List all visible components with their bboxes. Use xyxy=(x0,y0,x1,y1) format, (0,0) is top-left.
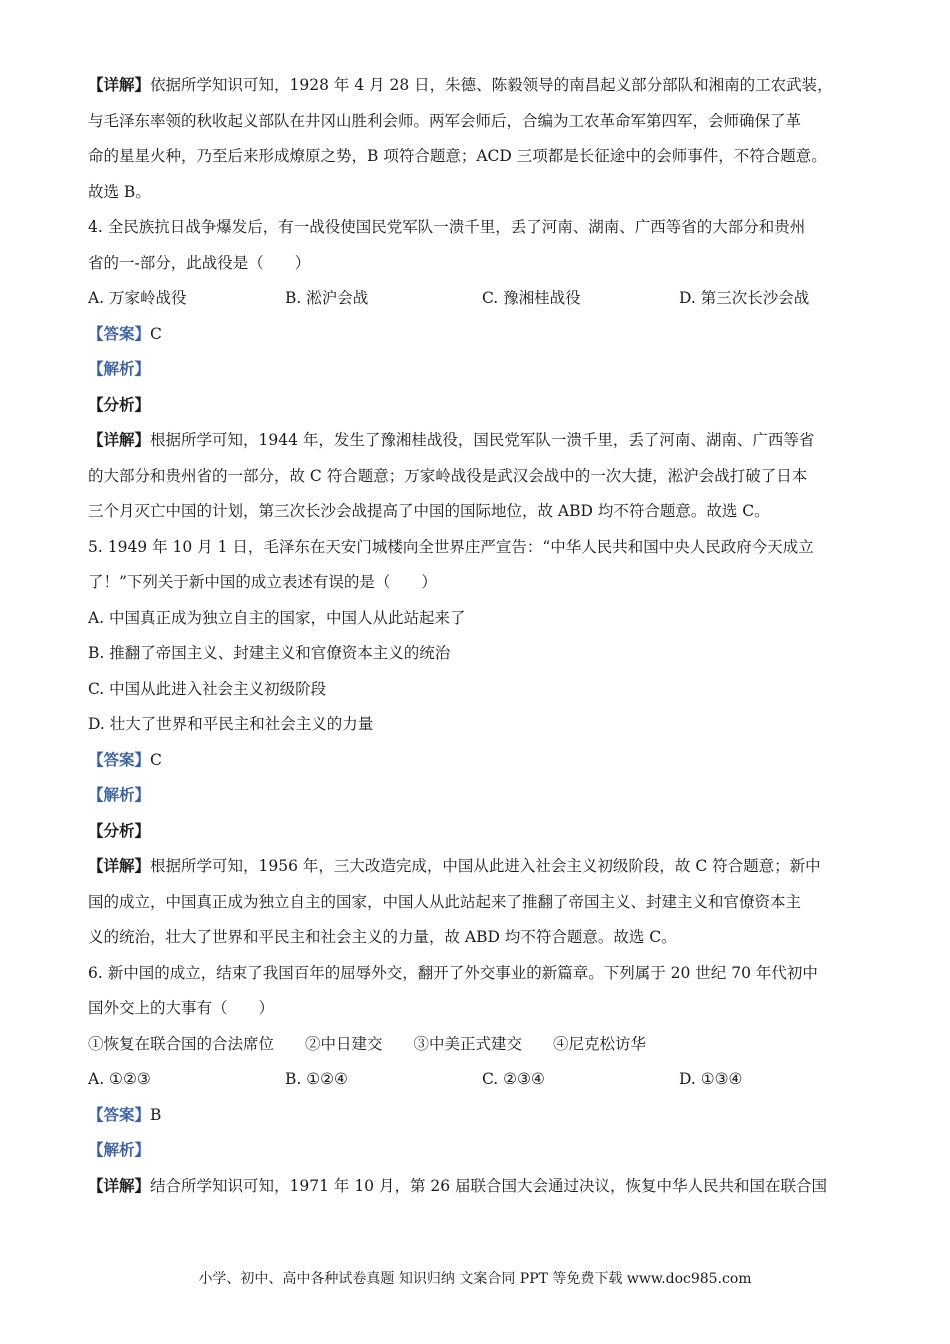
line-text: 根据所学可知，1956 年，三大改造完成，中国从此进入社会主义初级阶段，故 C 符合题意；新中 xyxy=(150,857,821,875)
answer-tag: 【答案】 xyxy=(88,1104,151,1124)
line-text: 国外交上的大事有（ ） xyxy=(88,999,275,1017)
line-text: 依据所学知识可知，1928 年 4 月 28 日，朱德、陈毅领导的南昌起义部分部队和湘南的工农武装， xyxy=(150,76,833,94)
text-line xyxy=(88,1139,878,1161)
line-text: 的大部分和贵州省的一部分，故 C 符合题意；万家岭战役是武汉会战中的一次大捷，淞沪会战打破了日本 xyxy=(88,466,808,485)
line-text: 6. 新中国的成立，结束了我国百年的屈辱外交，翻开了外交事业的新篇章。下列属于 20 世纪 70 年代初中 xyxy=(88,963,818,982)
line-text: 与毛泽东率领的秋收起义部队在井冈山胜利会师。两军会师后，合编为工农革命军第四军，会师确保了革 xyxy=(88,111,802,130)
line-text: 义的统治，壮大了世界和平民主和社会主义的力量，故 ABD 均不符合题意。故选 C。 xyxy=(88,928,677,946)
text-line xyxy=(88,1033,878,1055)
line-text: 三个月灭亡中国的计划，第三次长沙会战提高了中国的国际地位，故 ABD 均不符合题意。故选 C。 xyxy=(88,502,770,520)
text-line xyxy=(88,997,878,1019)
section-tag: 【详解】 xyxy=(88,75,151,94)
text-line xyxy=(88,1175,878,1197)
text-line xyxy=(88,429,878,451)
option-item: D. 第三次长沙会战 xyxy=(679,289,810,307)
text-line xyxy=(88,252,878,274)
line-text: 5. 1949 年 10 月 1 日，毛泽东在天安门城楼向全世界庄严宣告：“中华人民共和国中央人民政府今天成立 xyxy=(88,537,814,556)
text-line xyxy=(88,678,878,700)
text-line xyxy=(88,784,878,806)
line-text: C. 中国从此进入社会主义初级阶段 xyxy=(88,679,327,698)
option-item: B. ①②④ xyxy=(285,1070,348,1088)
page-footer: 小学、初中、高中各种试卷真题 知识归纳 文案合同 PPT 等免费下载 www.doc985.com xyxy=(198,1271,752,1287)
text-line xyxy=(88,749,878,771)
line-text: 根据所学可知，1944 年，发生了豫湘桂战役，国民党军队一溃千里，丢了河南、湖南、广西等省 xyxy=(150,431,815,449)
text-line xyxy=(88,820,878,842)
line-text: 国的成立，中国真正成为独立自主的国家，中国人从此站起来了推翻了帝国主义、封建主义和官僚资本主 xyxy=(88,892,802,911)
text-line xyxy=(88,358,878,380)
line-text: B xyxy=(150,1105,162,1124)
option-item: A. 万家岭战役 xyxy=(88,289,187,307)
line-text: C xyxy=(150,324,162,343)
text-line xyxy=(88,394,878,416)
options-row xyxy=(88,1068,878,1090)
line-text: 故选 B。 xyxy=(88,182,151,201)
section-tag: 【分析】 xyxy=(88,394,151,414)
document-body xyxy=(88,74,878,1210)
text-line xyxy=(88,962,878,984)
section-tag: 【详解】 xyxy=(88,1175,151,1195)
text-line xyxy=(88,74,878,96)
option-item: C. ②③④ xyxy=(482,1070,545,1088)
text-line xyxy=(88,642,878,664)
line-text: 结合所学知识可知，1971 年 10 月，第 26 届联合国大会通过决议，恢复中华人民共和国在联合国 xyxy=(150,1176,828,1195)
text-line xyxy=(88,926,878,948)
answer-tag: 【解析】 xyxy=(88,1140,151,1159)
answer-tag: 【解析】 xyxy=(88,359,151,378)
section-tag: 【详解】 xyxy=(88,430,151,449)
line-text: 命的星星火种，乃至后来形成燎原之势，B 项符合题意；ACD 三项都是长征途中的会师事件，不符合题意。 xyxy=(88,147,827,165)
option-item: A. ①②③ xyxy=(88,1070,151,1088)
option-item: D. ①③④ xyxy=(679,1070,743,1088)
line-text: C xyxy=(150,750,162,769)
section-tag: 【分析】 xyxy=(88,820,151,840)
answer-tag: 【解析】 xyxy=(88,785,151,804)
line-text: A. 中国真正成为独立自主的国家，中国人从此站起来了 xyxy=(88,608,466,627)
text-line xyxy=(88,713,878,735)
option-item: B. 淞沪会战 xyxy=(285,289,369,307)
text-line xyxy=(88,181,878,203)
text-line xyxy=(88,110,878,132)
options-row xyxy=(88,287,878,309)
option-item: C. 豫湘桂战役 xyxy=(482,289,581,307)
text-line xyxy=(88,855,878,877)
line-text: 省的一-部分，此战役是（ ） xyxy=(88,253,311,272)
text-line xyxy=(88,891,878,913)
text-line xyxy=(88,571,878,593)
line-text: B. 推翻了帝国主义、封建主义和官僚资本主义的统治 xyxy=(88,644,451,662)
answer-tag: 【答案】 xyxy=(88,749,151,769)
text-line xyxy=(88,145,878,167)
text-line xyxy=(88,1104,878,1126)
text-line xyxy=(88,465,878,487)
text-line xyxy=(88,216,878,238)
line-text: ①恢复在联合国的合法席位 ②中日建交 ③中美正式建交 ④尼克松访华 xyxy=(88,1034,647,1053)
section-tag: 【详解】 xyxy=(88,856,151,875)
text-line xyxy=(88,536,878,558)
text-line xyxy=(88,323,878,345)
text-line xyxy=(88,607,878,629)
line-text: D. 壮大了世界和平民主和社会主义的力量 xyxy=(88,715,374,733)
answer-tag: 【答案】 xyxy=(88,323,151,343)
line-text: 4. 全民族抗日战争爆发后，有一战役使国民党军队一溃千里，丢了河南、湖南、广西等省的大部分和贵州 xyxy=(88,218,806,236)
text-line xyxy=(88,500,878,522)
line-text: 了！”下列关于新中国的成立表述有误的是（ ） xyxy=(88,573,437,591)
